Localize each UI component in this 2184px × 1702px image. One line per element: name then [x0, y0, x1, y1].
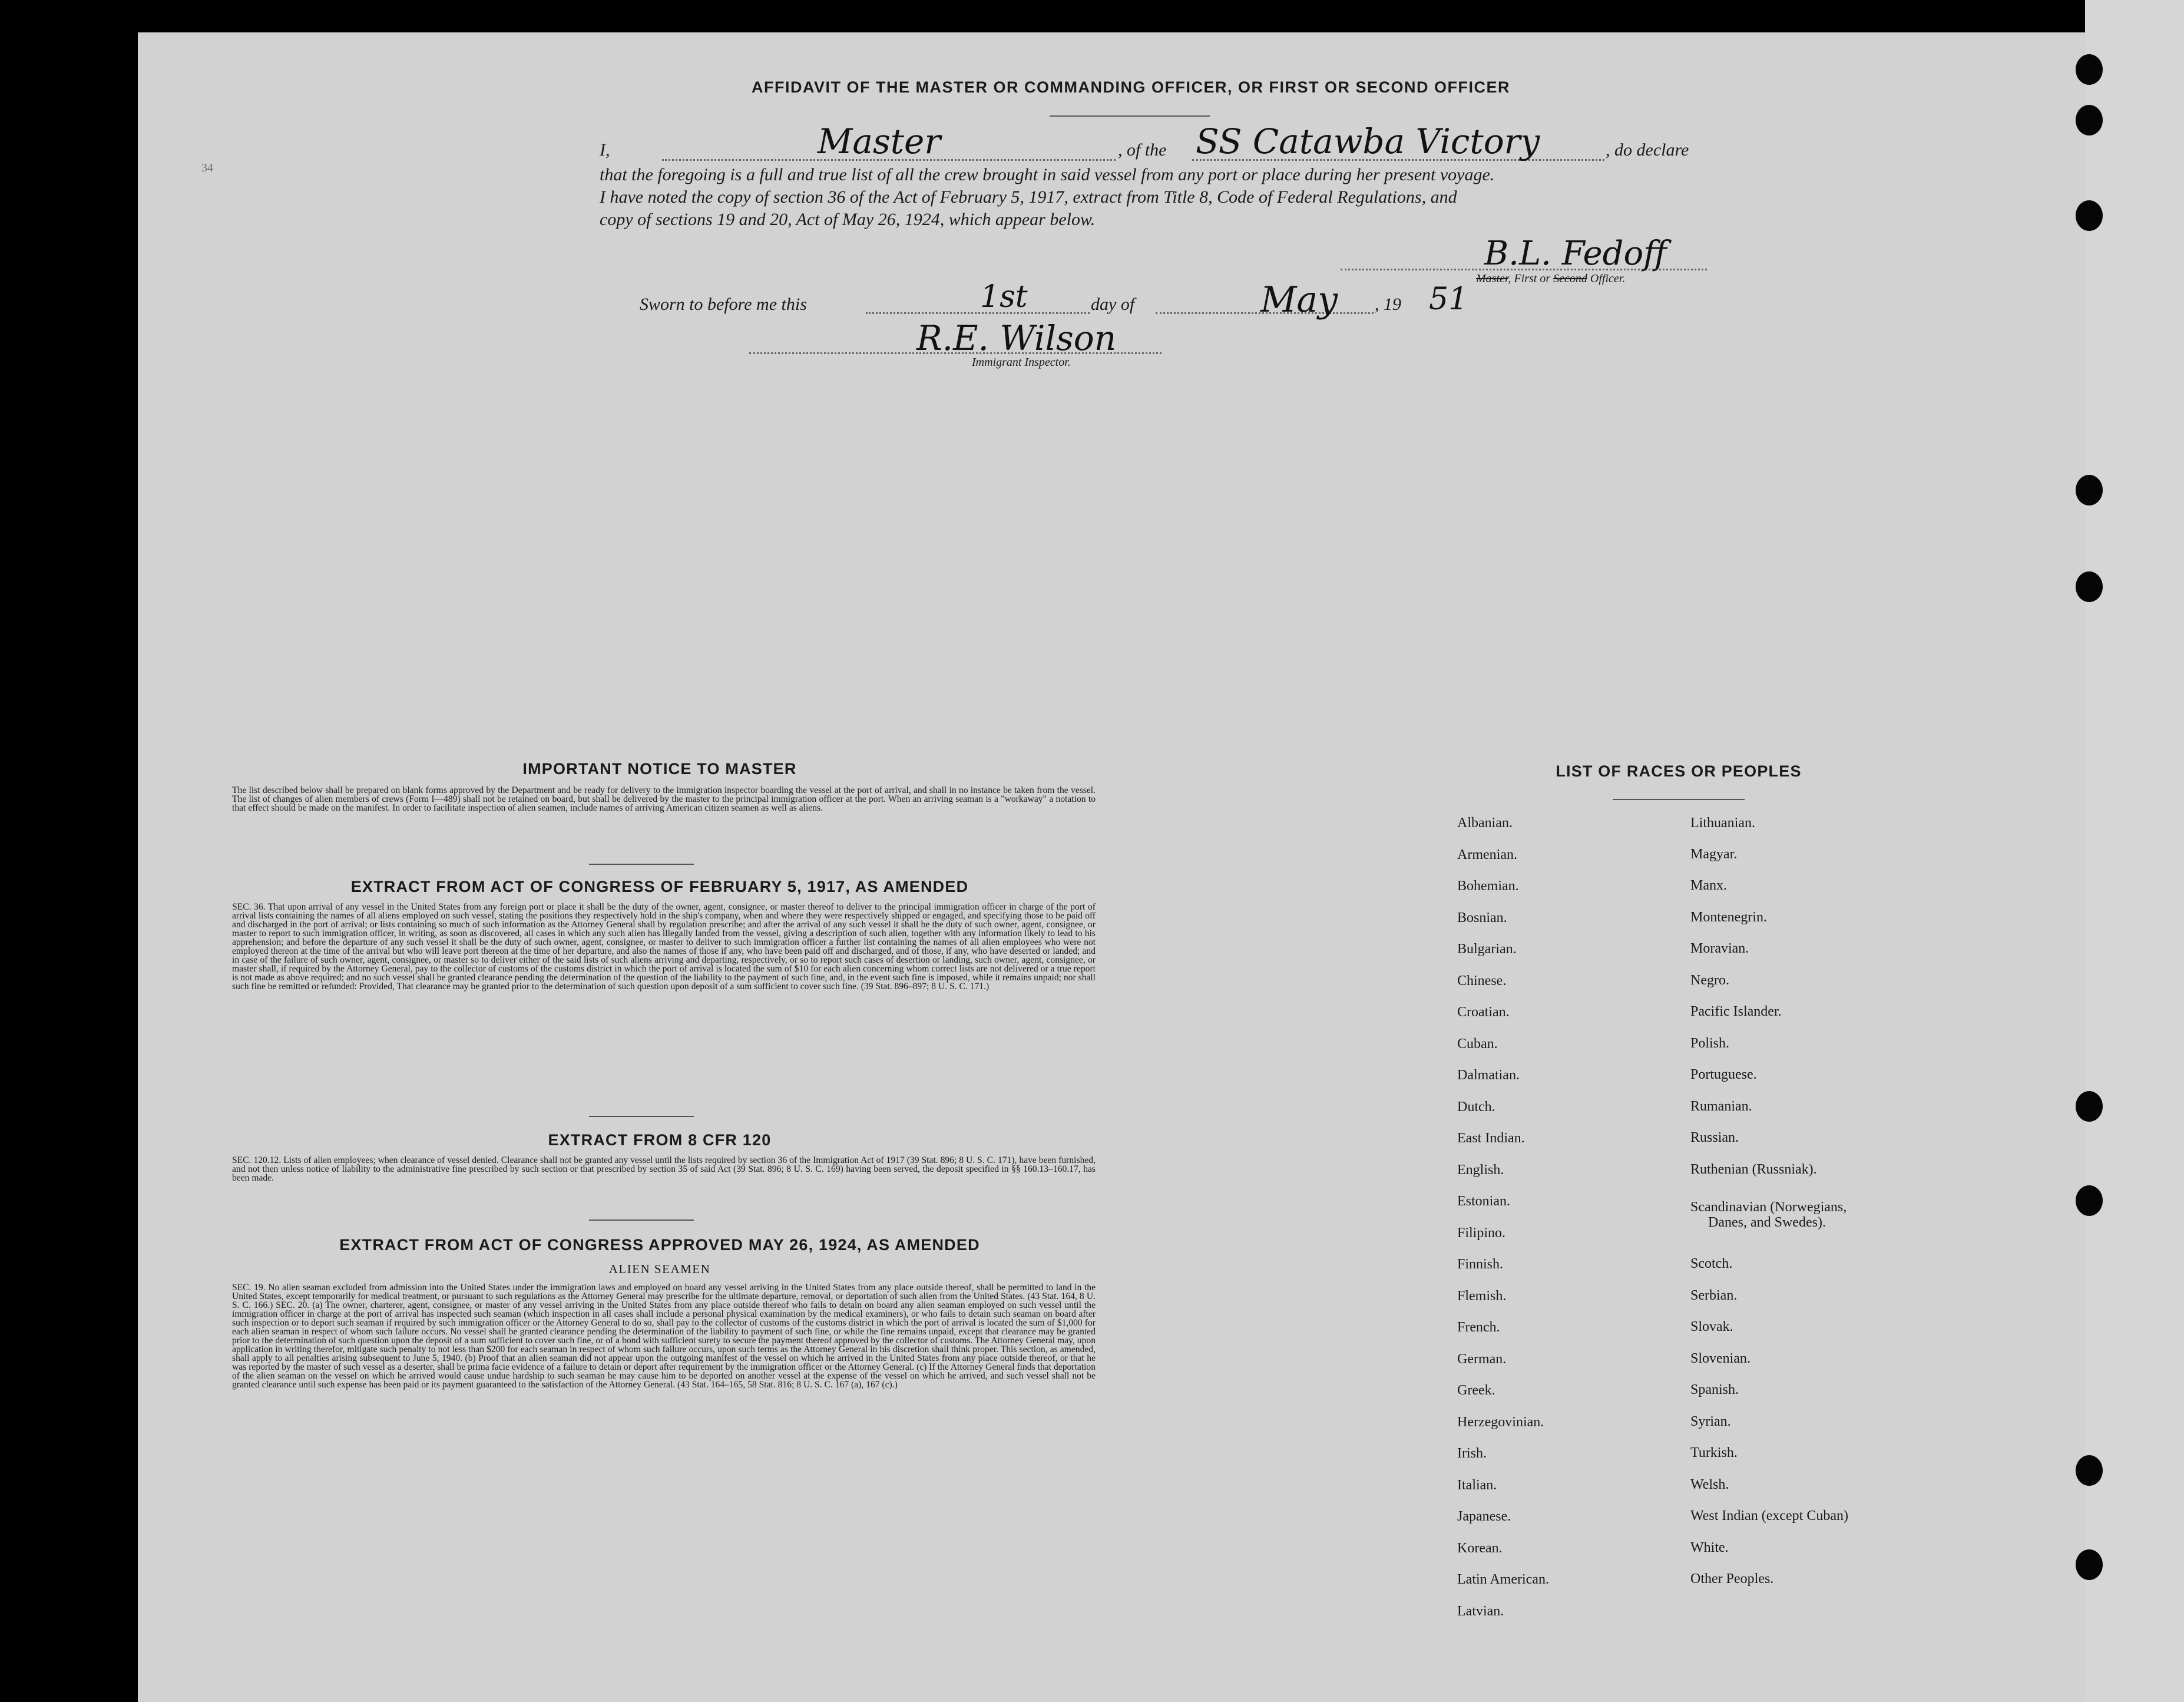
extract-1917-title: EXTRACT FROM ACT OF CONGRESS OF FEBRUARY 5, 1917, AS AMENDED [350, 878, 969, 895]
race-list-item: Rumanian. [1690, 1099, 1752, 1114]
vessel-name-handwriting: SS Catawba Victory [1196, 121, 1540, 161]
affidavit-line4: copy of sections 19 and 20, Act of May 26, 1924, which appear below. [600, 210, 1096, 229]
binder-hole [2076, 200, 2103, 231]
sworn-year-handwriting: 51 [1429, 282, 1468, 317]
binder-hole [2076, 1455, 2103, 1486]
sworn-prefix: Sworn to before me this [640, 295, 807, 314]
race-list-item: Slovak. [1690, 1319, 1733, 1334]
race-list-item: Albanian. [1457, 815, 1513, 831]
race-list-item: English. [1457, 1162, 1504, 1178]
race-list-item: Scotch. [1690, 1256, 1733, 1271]
affidavit-declare: , do declare [1606, 140, 1689, 160]
race-list-item: Dalmatian. [1457, 1068, 1520, 1083]
notice-title: IMPORTANT NOTICE TO MASTER [522, 760, 797, 778]
race-list-item: Italian. [1457, 1477, 1497, 1493]
sworn-day-line [866, 312, 1090, 314]
race-list-item: East Indian. [1457, 1131, 1525, 1146]
race-list-item: German. [1457, 1351, 1507, 1367]
sworn-year-prefix: , 19 [1375, 295, 1401, 314]
race-list-item: Irish. [1457, 1446, 1487, 1461]
race-list-item: Dutch. [1457, 1099, 1495, 1115]
race-list-item: Filipino. [1457, 1225, 1506, 1241]
race-list-item: Bulgarian. [1457, 941, 1517, 957]
race-list-item: Polish. [1690, 1036, 1730, 1051]
inspector-signature: R.E. Wilson [916, 318, 1117, 358]
title-rule [1050, 115, 1210, 117]
race-list-item: Ruthenian (Russniak). [1690, 1162, 1817, 1177]
race-list-item: Flemish. [1457, 1288, 1507, 1304]
races-title: LIST OF RACES OR PEOPLES [1556, 762, 1802, 780]
affidavit-of-the: , of the [1118, 140, 1167, 160]
binder-hole [2076, 105, 2103, 136]
race-list-item: Bohemian. [1457, 878, 1519, 894]
margin-mark: 34 [201, 161, 213, 174]
master-signature: B.L. Fedoff [1484, 234, 1667, 273]
section-rule [589, 864, 694, 865]
race-list-item: Finnish. [1457, 1257, 1504, 1272]
race-list-item: Estonian. [1457, 1194, 1510, 1209]
race-list-item: Turkish. [1690, 1445, 1738, 1460]
section-rule [589, 1116, 694, 1117]
race-list-item: Slovenian. [1690, 1351, 1750, 1366]
section-rule [589, 1220, 694, 1221]
race-list-item: Croatian. [1457, 1004, 1510, 1020]
extract-cfr-body: SEC. 120.12. Lists of alien employees; when clearance of vessel denied. Clearance shall not be granted any vessel until the lists required by section 36 of the Immigration Act of 1917 (39 Stat. 896; 8 U. S. C. 171), have been furnished, and not then unless notice of liability to the administrative fine prescribed by such section or that prescribed by section 35 of said Act (39 Stat. 896; 8 U. S. C. 169) having been served, the deposit specified in §§ 160.13–160.17, has been made. [232, 1155, 1096, 1183]
notice-body: The list described below shall be prepared on blank forms approved by the Department and be ready for delivery to the immigration inspector boarding the vessel at the port of arrival, and shall in no instance be taken from the vessel. The list of changes of alien members of crews (Form I—489) shall not be retained on board, but shall be delivered by the master to the principal immigration officer at the port. When an arriving seaman is a "workaway" a notation to that effect should be made on the manifest. In order to facilitate inspection of alien seamen, include names of arriving American citizen seamen as well as aliens. [232, 785, 1096, 813]
race-list-item: Lithuanian. [1690, 815, 1755, 831]
inspector-caption: Immigrant Inspector. [972, 356, 1071, 369]
extract-1924-body: SEC. 19. No alien seaman excluded from admission into the United States under the immigration laws and employed on board any vessel arriving in the United States from any place outside thereof, shall be permitted to land in the United States, except temporarily for medical treatment, or pursuant to such regulations as the Attorney General may prescribe for the ultimate departure, removal, or deportation of such alien from the United States. (43 Stat. 164, 8 U. S. C. 166.) SEC. 20. (a) The owner, charterer, agent, consignee, or master of any vessel arriving in the United States from any place outside thereof who fails to detain on board any alien seaman employed on such vessel until the immigration officer in charge at the port of arrival has inspected such seaman (which inspection in all cases shall include a personal physical examination by the medical examiners), or who fails to detain such seaman on board after such inspection or to deport such seaman if required by such immigration officer or the Attorney General to do so, shall pay to the collector of customs of the customs district in which the port of arrival is located the sum of $1,000 for each alien seaman in respect of whom such failure occurs. No vessel shall be granted clearance pending the determination of the liability to payment of such fine, or while the fine remains unpaid, except that clearance may be granted prior to the determination of such question upon the deposit of a sum sufficient to cover such fine, or of a bond with sufficient surety to secure the payment thereof approved by the collector of customs. The Attorney General may, upon application in writing therefor, mitigate such penalty to not less than $200 for each seaman in respect of whom such failure occurs, upon such terms as the Attorney General in his discretion shall think proper. This section, as amended, shall apply to all penalties arising subsequent to June 5, 1940. (b) Proof that an alien seaman did not appear upon the outgoing manifest of the vessel on which he arrived in the United States from any place outside thereof, or that he was reported by the master of such vessel as a deserter, shall be prima facie evidence of a failure to detain or deport after requirement by the immigration officer or the Attorney General. (c) If the Attorney General finds that deportation of the alien seaman on the vessel on which he arrived would cause undue hardship to such seaman he may cause him to be deported on another vessel at the expense of the vessel on which he arrived, and such vessel shall not be granted clearance until such expense has been paid or its payment guaranteed to the satisfaction of the Attorney General. (43 Stat. 164–165, 58 Stat. 816; 8 U. S. C. 167 (a), 167 (c).) [232, 1283, 1096, 1390]
race-list-item: Latin American. [1457, 1572, 1549, 1587]
race-list-item: Scandinavian (Norwegians, [1690, 1199, 1847, 1215]
race-list-item: Negro. [1690, 973, 1729, 988]
race-list-item: Manx. [1690, 878, 1727, 893]
race-list-item: Pacific Islander. [1690, 1004, 1782, 1019]
binder-hole [2076, 475, 2103, 505]
document-page [138, 32, 2105, 1702]
page-edge [2085, 0, 2184, 1702]
race-list-item: Portuguese. [1690, 1067, 1757, 1082]
affidavit-title: AFFIDAVIT OF THE MASTER OR COMMANDING OFFICER, OR FIRST OR SECOND OFFICER [752, 78, 1510, 96]
binder-hole [2076, 1091, 2103, 1122]
race-list-item: Montenegrin. [1690, 910, 1767, 925]
race-list-item: Welsh. [1690, 1477, 1729, 1492]
race-list-item: Chinese. [1457, 973, 1507, 989]
race-list-item: Greek. [1457, 1383, 1495, 1398]
affidavit-line3: I have noted the copy of section 36 of the Act of February 5, 1917, extract from Title 8, Code of Federal Regulations, and [600, 187, 1457, 207]
binder-hole [2076, 1185, 2103, 1216]
races-rule [1613, 799, 1745, 800]
binder-hole [2076, 571, 2103, 602]
race-list-item: Serbian. [1690, 1288, 1738, 1303]
sworn-month-handwriting: May [1260, 279, 1338, 320]
race-list-item: Moravian. [1690, 941, 1749, 956]
extract-1917-body: SEC. 36. That upon arrival of any vessel in the United States from any foreign port or place it shall be the duty of the owner, agent, consignee, or master thereof to deliver to the principal immigration officer in charge of the port of arrival lists containing the names of all aliens employed on such vessel, stating the positions they respectively hold in the ship's company, when and where they were respectively shipped or engaged, and specifying those to be paid off and discharged in the port of arrival; or lists containing so much of such information as the Attorney General shall by regulation prescribe; and after the arrival of any such vessel it shall be the duty of such owner, agent, consignee, or master to report to such immigration officer, in writing, as soon as discovered, all cases in which any such alien has illegally landed from the vessel, giving a description of such alien, together with any information likely to lead to his apprehension; and before the departure of any such vessel it shall be the duty of such owner, agent, consignee, or master to deliver to such immigration officer a further list containing the names of all alien employees who were not employed thereon at the time of the arrival but who will leave port thereon at the time of her departure, and also the names of those if any, who have been paid off and discharged, and of those, if any, who have deserted or landed; and in case of the failure of such owner, agent, consignee, or master so to deliver either of the said lists of such aliens arriving and departing, respectively, or so to report such cases of desertion or landing, such owner, agent, consignee, or master shall, if required by the Attorney General, pay to the collector of customs of the customs district in which the port of arrival is located the sum of $10 for each alien concerning whom correct lists are not delivered or a true report is not made as above required; and no such vessel shall be granted clearance pending the determination of the question of the liability to the payment of such fine, and, in the event such fine is imposed, while it remains unpaid; nor shall such fine be remitted or refunded: Provided, That clearance may be granted prior to the determination of such question upon deposit of a sum sufficient to cover such fine. (39 Stat. 896–897; 8 U. S. C. 171.) [232, 902, 1096, 992]
race-list-item: Russian. [1690, 1130, 1739, 1145]
race-list-item: Magyar. [1690, 847, 1738, 862]
sworn-day-of: day of [1091, 295, 1135, 314]
race-list-item: Japanese. [1457, 1509, 1511, 1524]
race-list-item: Herzegovinian. [1457, 1414, 1544, 1430]
race-list-item: Korean. [1457, 1540, 1503, 1556]
race-list-item: Armenian. [1457, 847, 1517, 862]
race-list-item: Syrian. [1690, 1414, 1731, 1429]
affidavit-line1-prefix: I, [600, 140, 610, 160]
race-list-item: White. [1690, 1540, 1729, 1555]
race-list-item: Other Peoples. [1690, 1571, 1774, 1587]
sworn-day-handwriting: 1st [980, 279, 1028, 315]
binder-hole [2076, 1549, 2103, 1580]
officer-rank-handwriting: Master [818, 121, 941, 161]
race-list-item: Bosnian. [1457, 910, 1507, 926]
affidavit-line2: that the foregoing is a full and true list of all the crew brought in said vessel from any port or place during her present voyage. [600, 165, 1495, 184]
extract-1924-subtitle: ALIEN SEAMEN [608, 1262, 711, 1276]
race-list-item: French. [1457, 1320, 1500, 1335]
extract-cfr-title: EXTRACT FROM 8 CFR 120 [548, 1131, 772, 1149]
extract-1924-title: EXTRACT FROM ACT OF CONGRESS APPROVED MAY 26, 1924, AS AMENDED [339, 1236, 980, 1254]
race-list-item: West Indian (except Cuban) [1690, 1508, 1848, 1523]
race-list-item: Spanish. [1690, 1382, 1739, 1397]
signature-caption: Master, First or Second Officer. [1476, 272, 1626, 285]
race-list-item: Danes, and Swedes). [1708, 1215, 1826, 1230]
race-list-item: Latvian. [1457, 1603, 1504, 1619]
race-list-item: Cuban. [1457, 1036, 1498, 1052]
